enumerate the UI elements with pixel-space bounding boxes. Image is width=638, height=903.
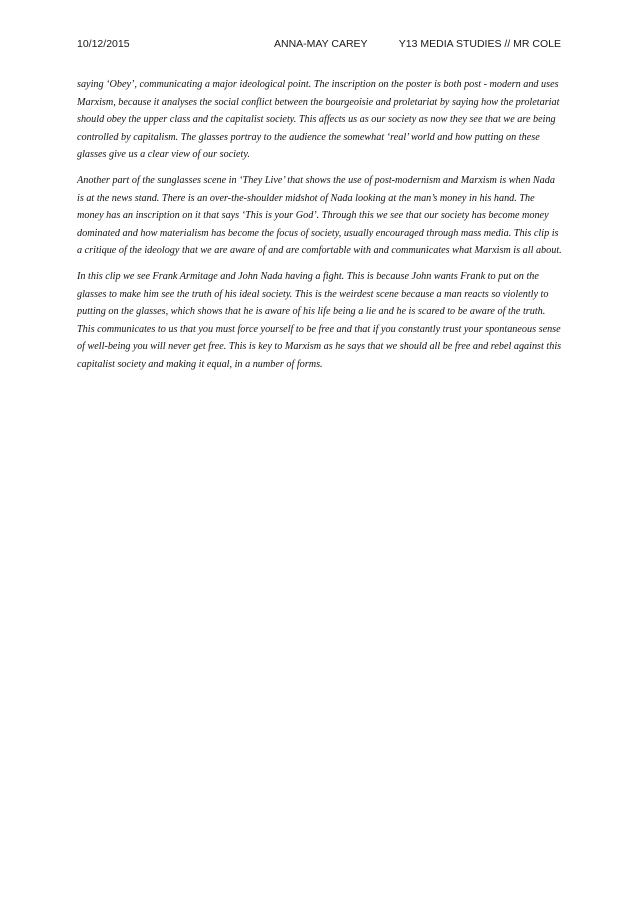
paragraph-news-stand: Another part of the sunglasses scene in ‘They Live’ that shows the use of post-modernism and Marxism is when Nada is at the news stand. There is an over-the-shoulder midshot of Nada looking at the man’s money in his hand. The money has an inscription on it that says ‘This is your God’. Through this we see that our society has become money dominated and how materialism has become the focus of society, usually encouraged through mass media. This clip is a critique of the ideology that we are aware of and are comfortable with and communicates what Marxism is all about. [77,174,562,257]
document-body [77,76,563,382]
paragraph-fight: In this clip we see Frank Armitage and John Nada having a fight. This is because John wants Frank to put on the glasses to make him see the truth of his ideal society. This is the weirdest scene because a man reacts so violently to putting on the glasses, which shows that he is aware of his life being a lie and he is scared to be aware of the truth. This communicates to us that you must force yourself to be free and that if you constantly trust your spontaneous sense of well-being you will never get free. This is key to Marxism as he says that we should all be free and rebel against this capitalist society and making it equal, in a number of forms. [77,270,562,370]
header-author: ANNA-MAY CAREY [274,38,368,50]
header-date: 10/12/2015 [77,38,130,50]
page-header [77,38,561,54]
header-course: Y13 MEDIA STUDIES // MR COLE [398,38,561,50]
paragraph-poster: saying ‘Obey’, communicating a major ideological point. The inscription on the poster is both post - modern and uses Marxism, because it analyses the social conflict between the bourgeoisie and proletariat by saying how the proletariat should obey the upper class and the capitalist society. This affects us as our society as now they see that we are being controlled by capitalism. The glasses portray to the audience the somewhat ‘real’ world and how putting on these glasses give us a clear view of our society. [77,79,560,161]
